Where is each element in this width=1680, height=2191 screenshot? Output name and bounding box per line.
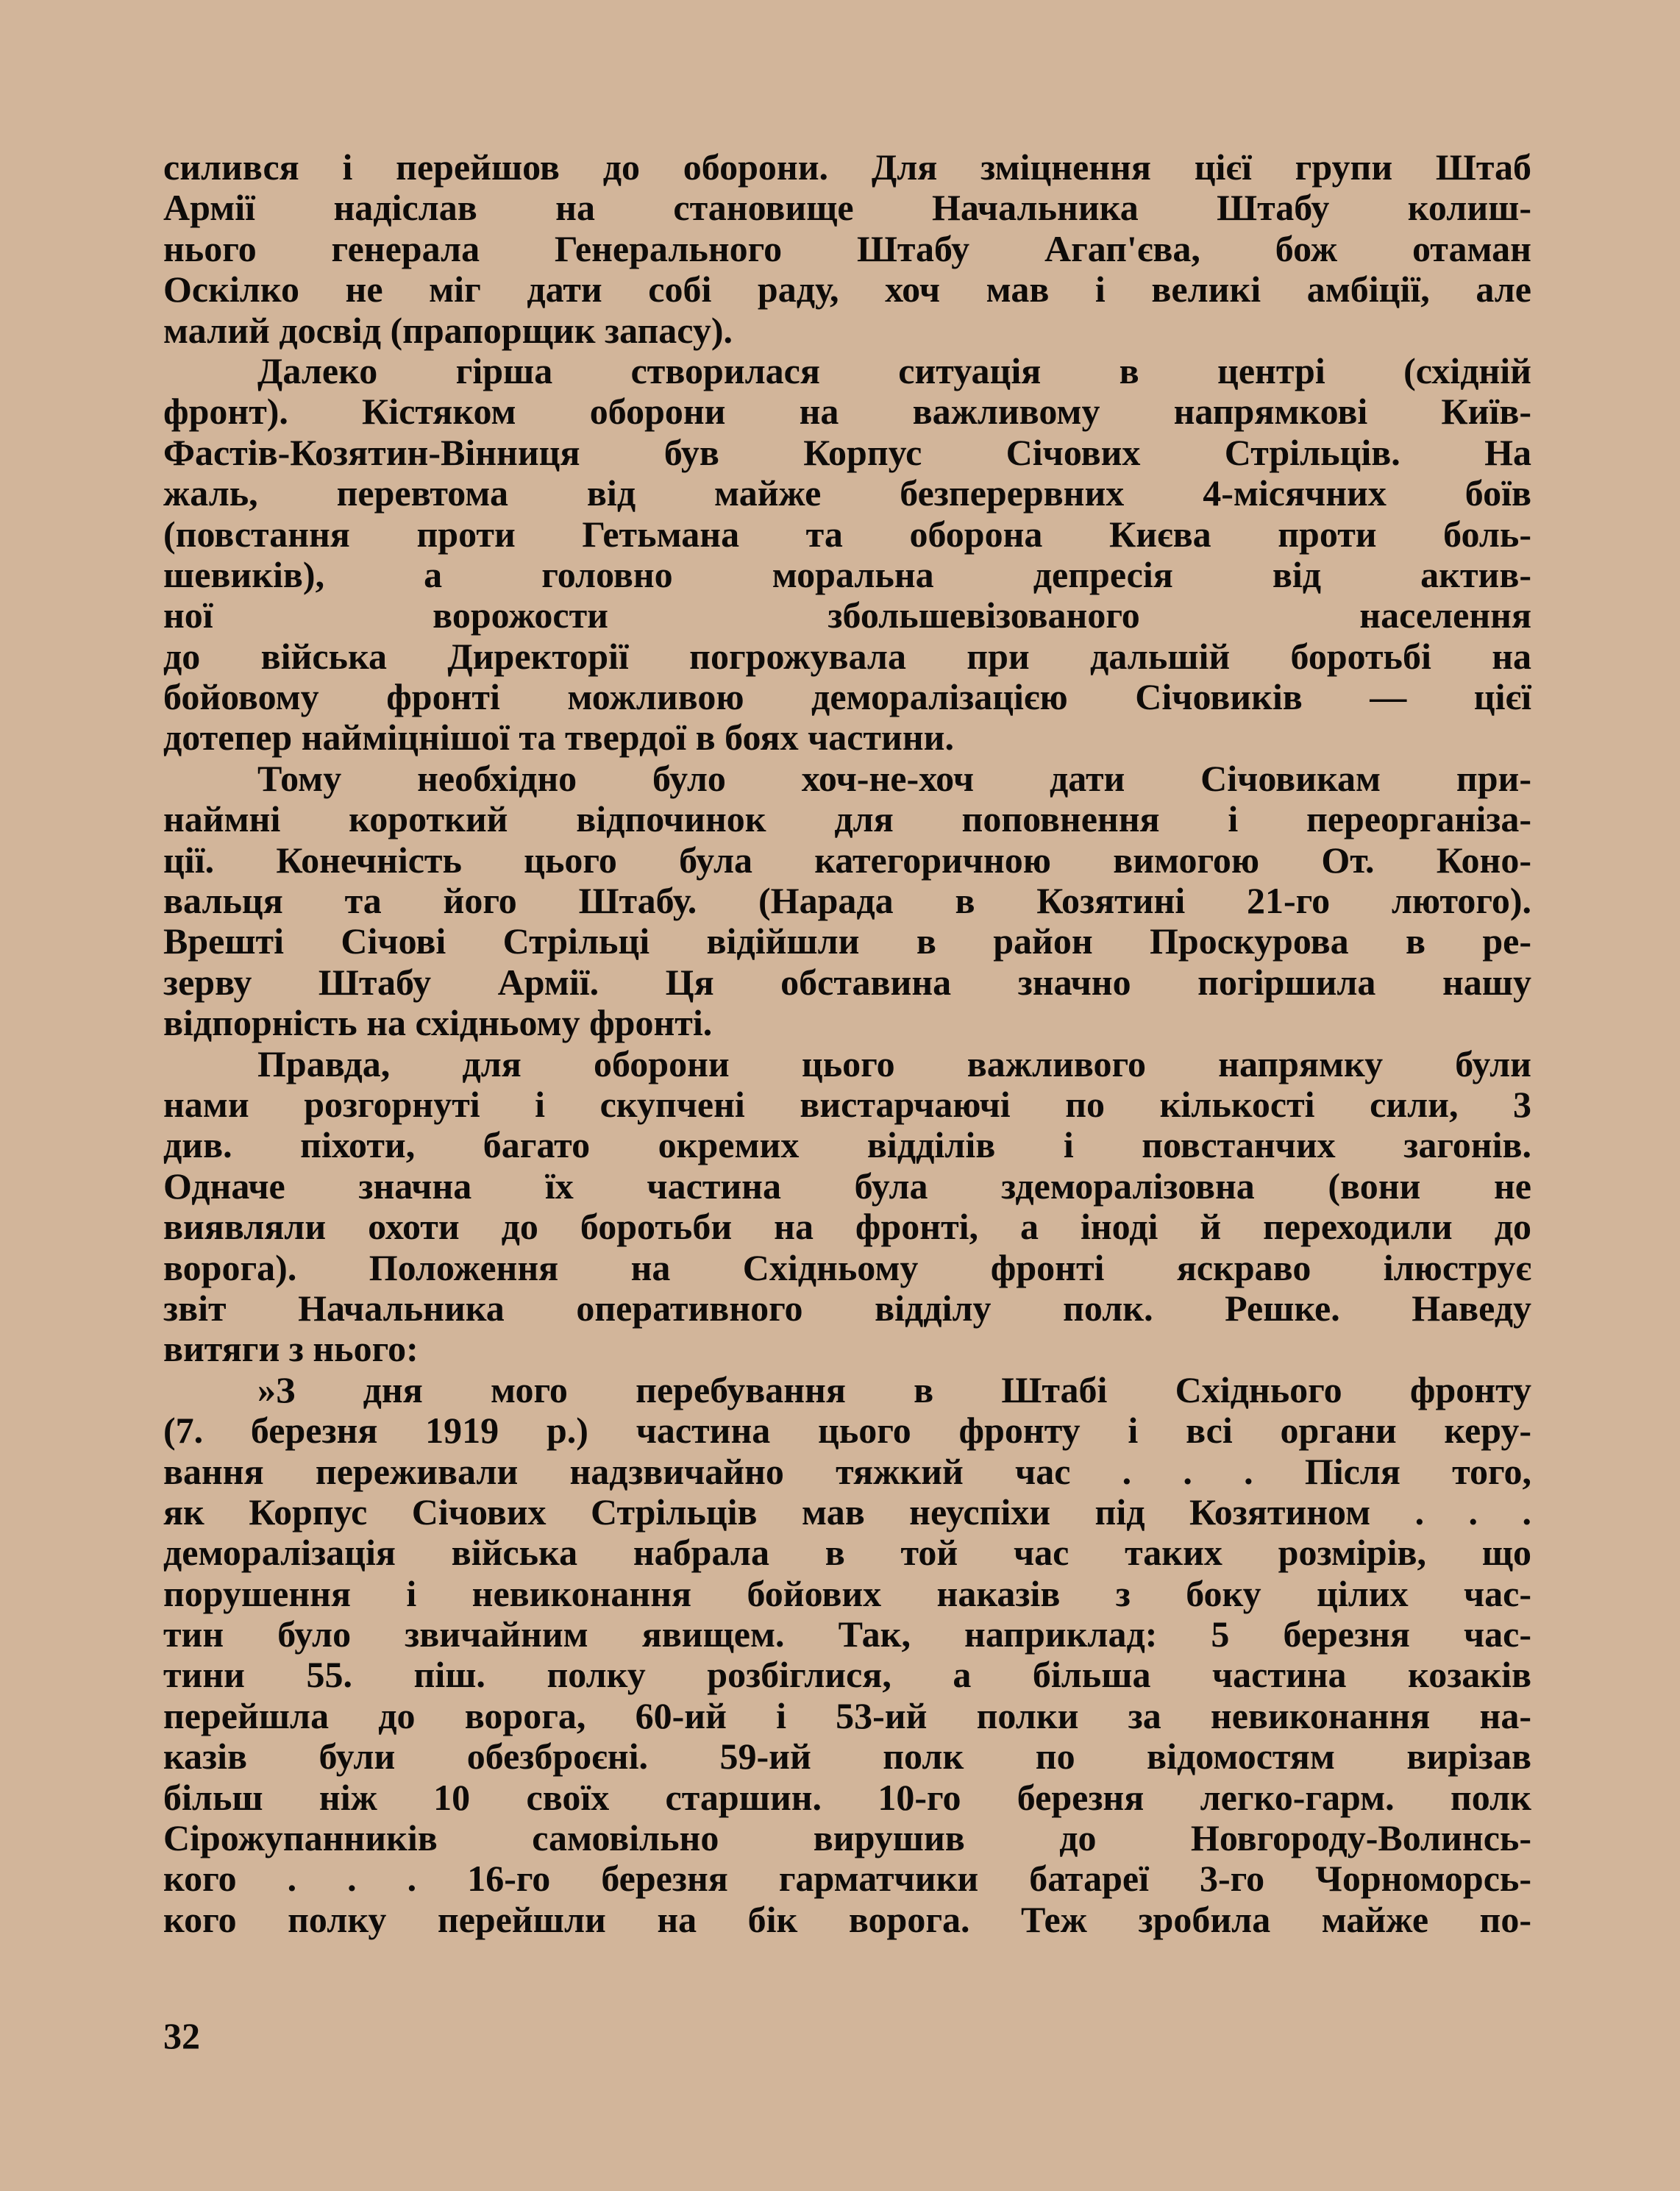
text-line: ворога). Положення на Східньому фронті яскраво ілюструє	[163, 1246, 1531, 1288]
text-line: кого . . . 16-го березня гарматчики батареї 3-го Чорноморсь-	[163, 1858, 1531, 1900]
text-line: дотепер найміцнішої та твердої в боях частини.	[163, 717, 954, 759]
text-line: наймні короткий відпочинок для поповнення і переорганіза-	[163, 798, 1531, 840]
text-line: казів були обезброєні. 59-ий полк по відомостям вирізав	[163, 1736, 1531, 1778]
paragraph	[163, 759, 1531, 1044]
text-line: Врешті Січові Стрільці відійшли в район Проскурова в ре-	[163, 920, 1531, 962]
text-line: (повстання проти Гетьмана та оборона Києва проти боль-	[163, 513, 1531, 555]
main-text	[163, 147, 1531, 1940]
text-line: виявляли охоти до боротьби на фронті, а іноді й переходили до	[163, 1206, 1531, 1248]
text-line: Сірожупанників самовільно вирушив до Новгороду-Волинсь-	[163, 1817, 1531, 1859]
text-line: жаль, перевтома від майже безперервних 4-місячних боїв	[163, 472, 1531, 514]
text-line: бойовому фронті можливою деморалізацією Січовиків — цієї	[163, 676, 1531, 718]
text-line: відпорність на східньому фронті.	[163, 1002, 713, 1044]
text-line: нього генерала Генерального Штабу Агап'єва, бож отаман	[163, 227, 1531, 269]
text-line: фронт). Кістяком оборони на важливому напрямкові Київ-	[163, 391, 1531, 433]
text-line: порушення і невиконання бойових наказів з боку цілих час-	[163, 1572, 1531, 1614]
text-line: кого полку перейшли на бік ворога. Теж зробила майже по-	[163, 1898, 1531, 1940]
page-body	[163, 147, 1531, 2031]
text-line: ної ворожости збольшевізованого населення	[163, 594, 1531, 636]
text-line: (7. березня 1919 р.) частина цього фронту і всі органи керу-	[163, 1410, 1531, 1452]
text-line: Оскілко не міг дати собі раду, хоч мав і великі амбіції, але	[163, 269, 1531, 310]
text-line: вання переживали надзвичайно тяжкий час . . . Після того,	[163, 1450, 1531, 1492]
text-line: шевиків), а головно моральна депресія від актив-	[163, 553, 1531, 595]
text-line: Фастів-Козятин-Вінниця був Корпус Січових Стрільців. На	[163, 431, 1531, 473]
text-line: Правда, для оборони цього важливого напрямку були	[257, 1043, 1531, 1084]
text-line: »З дня мого перебування в Штабі Східнього фронту	[257, 1368, 1531, 1410]
text-line: Одначе значна їх частина була здеморалізовна (вони не	[163, 1165, 1531, 1207]
text-line: звіт Начальника оперативного відділу полк. Решке. Наведу	[163, 1287, 1531, 1329]
text-line: Далеко гірша створилася ситуація в центрі (східній	[257, 349, 1531, 391]
page-number: 32	[163, 2015, 200, 2056]
text-line: тини 55. піш. полку розбіглися, а більша частина козаків	[163, 1654, 1531, 1696]
paragraph	[163, 351, 1531, 759]
text-line: малий досвід (прапорщик запасу).	[163, 309, 733, 351]
text-line: вальця та його Штабу. (Нарада в Козятині 21-го лютого).	[163, 880, 1531, 922]
text-line: зерву Штабу Армії. Ця обставина значно погіршила нашу	[163, 961, 1531, 1003]
text-line: нами розгорнуті і скупчені вистарчаючі по кількості сили, 3	[163, 1083, 1531, 1125]
text-line: Армії надіслав на становище Начальника Штабу колиш-	[163, 187, 1531, 229]
text-line: до війська Директорії погрожувала при дальшій боротьбі на	[163, 635, 1531, 677]
paragraph	[163, 1044, 1531, 1370]
text-line: силився і перейшов до оборони. Для зміцнення цієї групи Штаб	[163, 146, 1531, 188]
text-line: більш ніж 10 своїх старшин. 10-го березня легко-гарм. полк	[163, 1776, 1531, 1818]
paragraph	[163, 1370, 1531, 1940]
text-line: деморалізація війська набрала в той час таких розмірів, що	[163, 1532, 1531, 1574]
text-line: перейшла до ворога, 60-ий і 53-ий полки за невиконання на-	[163, 1694, 1531, 1736]
text-line: як Корпус Січових Стрільців мав неуспіхи під Козятином . . .	[163, 1491, 1531, 1533]
text-line: Тому необхідно було хоч-не-хоч дати Січовикам при-	[257, 757, 1531, 799]
paragraph	[163, 147, 1531, 351]
text-line: витяги з нього:	[163, 1328, 419, 1370]
text-line: див. піхоти, багато окремих відділів і повстанчих загонів.	[163, 1124, 1531, 1166]
text-line: ції. Конечність цього була категоричною вимогою От. Коно-	[163, 839, 1531, 881]
text-line: тин було звичайним явищем. Так, наприклад: 5 березня час-	[163, 1613, 1531, 1655]
